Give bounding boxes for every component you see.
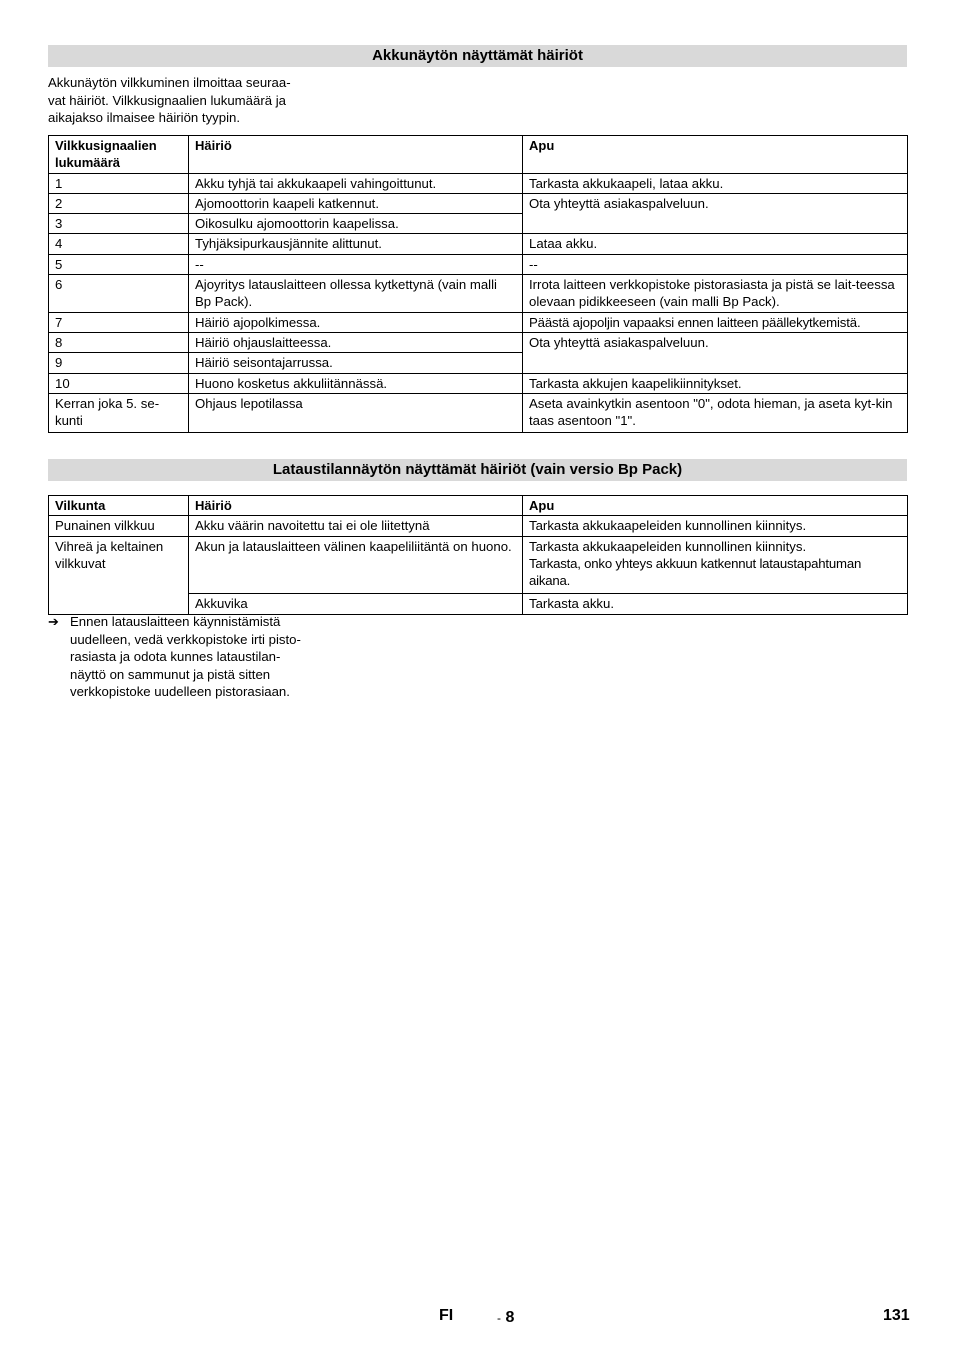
cell-count: 7 [49, 312, 189, 332]
table-row [49, 234, 908, 254]
footer-section-page [497, 1309, 514, 1327]
page-number: 131 [883, 1307, 910, 1324]
cell-help: Tarkasta akkukaapeli, lataa akku. [523, 173, 908, 193]
table-row [49, 516, 908, 536]
intro-line: Akkunäytön vilkkuminen ilmoittaa seuraa- [48, 75, 291, 90]
cell-help [523, 536, 908, 594]
note-line: verkkopistoke uudelleen pistorasiaan. [70, 684, 290, 699]
cell-help: -- [523, 254, 908, 274]
header-blink: Vilkunta [49, 496, 189, 516]
table-row [49, 332, 908, 352]
help-line: Tarkasta, onko yhteys akkuun katkennut lataustapahtuman aikana. [529, 555, 862, 589]
table-row [49, 393, 908, 433]
table-row [49, 193, 908, 213]
note-line: Ennen latauslaitteen käynnistämistä [70, 614, 281, 629]
charge-fault-table [48, 495, 908, 615]
table-row [49, 373, 908, 393]
cell-count: 1 [49, 173, 189, 193]
note-text [70, 613, 338, 701]
cell-help: Irrota laitteen verkkopistoke pistorasiasta ja pistä se lait-teessa olevaan pidikkeeseen (vain malli Bp Pack). [523, 275, 908, 313]
section-title-charge-display-faults: Lataustilannäytön näyttämät häiriöt (vain versio Bp Pack) [48, 459, 907, 481]
note-line: uudelleen, vedä verkkopistoke irti pisto- [70, 631, 301, 647]
cell-count: 10 [49, 373, 189, 393]
footer-dash: - [497, 1311, 501, 1325]
header-text: lukumäärä [55, 155, 121, 171]
cell-help: Ota yhteyttä asiakaspalveluun. [523, 193, 908, 234]
cell-help: Tarkasta akkukaapeleiden kunnollinen kiinnitys. [523, 516, 908, 536]
cell-fault: Akku tyhjä tai akkukaapeli vahingoittunut. [189, 173, 523, 193]
cell-fault: Häiriö ohjauslaitteessa. [189, 332, 523, 352]
note-line: rasiasta ja odota kunnes lataustilan- [70, 649, 281, 664]
cell-count: 2 [49, 193, 189, 213]
cell-fault: Ajomoottorin kaapeli katkennut. [189, 193, 523, 213]
footer-language: FI [439, 1307, 454, 1324]
cell-help: Päästä ajopoljin vapaaksi ennen laitteen päällekytkemistä. [523, 312, 908, 332]
section-title-battery-faults: Akkunäytön näyttämät häiriöt [48, 45, 907, 67]
cell-fault: Akku väärin navoitettu tai ei ole liitettynä [189, 516, 523, 536]
table-row [49, 254, 908, 274]
cell-count: 6 [49, 275, 189, 313]
intro-line: vat häiriöt. Vilkkusignaalien lukumäärä ja [48, 92, 286, 108]
cell-count: 5 [49, 254, 189, 274]
cell-help: Ota yhteyttä asiakaspalveluun. [523, 332, 908, 373]
cell-count: 8 [49, 332, 189, 352]
help-line: Tarkasta akkukaapeleiden kunnollinen kiinnitys. [529, 538, 807, 554]
cell-help: Lataa akku. [523, 234, 908, 254]
header-help: Apu [523, 496, 908, 516]
restart-note [48, 613, 338, 701]
cell-count: 9 [49, 353, 189, 373]
note-line: näyttö on sammunut ja pistä sitten [70, 666, 271, 682]
table-row [49, 275, 908, 313]
cell-fault: Ajoyritys latauslaitteen ollessa kytkettynä (vain malli Bp Pack). [189, 275, 523, 313]
header-fault: Häiriö [189, 136, 523, 174]
header-blink-count [49, 136, 189, 174]
table-header-row [49, 496, 908, 516]
cell-help: Tarkasta akkujen kaapelikiinnitykset. [523, 373, 908, 393]
cell-fault: Akkuvika [189, 594, 523, 614]
intro-text [48, 74, 328, 127]
table-header-row [49, 136, 908, 174]
cell-fault: Tyhjäksipurkausjännite alittunut. [189, 234, 523, 254]
cell-count: Kerran joka 5. se-kunti [49, 393, 189, 433]
header-fault: Häiriö [189, 496, 523, 516]
cell-fault: Häiriö ajopolkimessa. [189, 312, 523, 332]
cell-fault: Huono kosketus akkuliitännässä. [189, 373, 523, 393]
cell-help: Aseta avainkytkin asentoon "0", odota hieman, ja aseta kyt-kin taas asentoon "1". [523, 393, 908, 433]
header-help: Apu [523, 136, 908, 174]
arrow-right-icon: ➔ [48, 614, 60, 629]
cell-help: Tarkasta akku. [523, 594, 908, 614]
cell-fault: Akun ja latauslaitteen välinen kaapeliliitäntä on huono. [189, 536, 523, 594]
cell-count: 3 [49, 214, 189, 234]
header-text: Vilkkusignaalien [55, 138, 157, 153]
cell-blink: Vihreä ja keltainen vilkkuvat [49, 536, 189, 614]
battery-fault-table [48, 135, 908, 433]
intro-line: aikajakso ilmaisee häiriön tyypin. [48, 110, 241, 125]
table-row [49, 536, 908, 594]
cell-fault: Ohjaus lepotilassa [189, 393, 523, 433]
cell-fault: Häiriö seisontajarrussa. [189, 353, 523, 373]
table-row [49, 173, 908, 193]
footer-section-number: 8 [505, 1309, 515, 1326]
cell-count: 4 [49, 234, 189, 254]
cell-fault: -- [189, 254, 523, 274]
table-row [49, 312, 908, 332]
cell-blink: Punainen vilkkuu [49, 516, 189, 536]
cell-fault: Oikosulku ajomoottorin kaapelissa. [189, 214, 523, 234]
